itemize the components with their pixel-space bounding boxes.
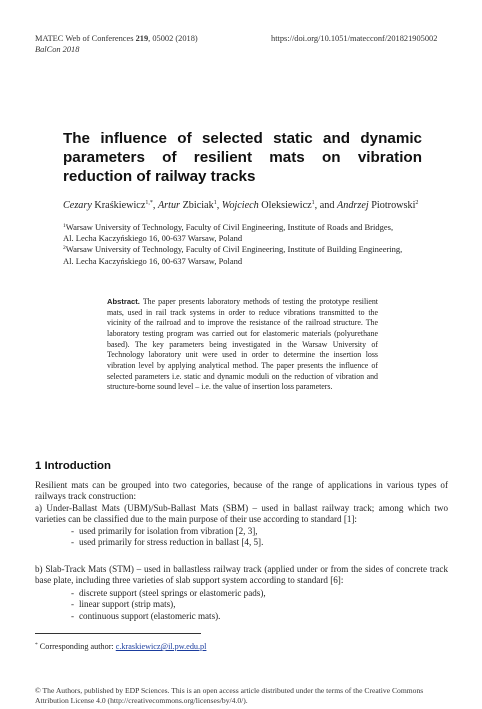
list-item: - used primarily for isolation from vibration [2, 3],: [71, 526, 258, 536]
abstract-text: The paper presents laboratory methods of testing the prototype resilient mats, used in rail track systems in order to reduce vibrations transmitted to the vicinity of the railroad and to improve the resistance of the railroad structure. The laboratory testing program was carried out for elastomeric materials (polyurethane based). The key parameters being investigated in the Warsaw University of Technology laboratory unit were used in order to determine the insertion loss vibration level by applying analytical method. The paper presents the influence of selected parameters i.e. static and dynamic moduli on the reduction of vibration and structure-borne sound level – i.e. the value of insertion loss parameters.: [107, 297, 378, 392]
paragraph: Resilient mats can be grouped into two categories, because of the range of applications in various types of railways track construction:: [35, 480, 448, 502]
author: Wojciech Oleksiewicz$^1$: [221, 200, 315, 211]
article-number: , 05002 (2018): [148, 34, 198, 43]
author: Cezary Kraśkiewicz$^{1,*}$: [63, 200, 153, 211]
footnote-mark: *: [35, 642, 38, 648]
affiliation-address: Al. Lecha Kaczyńskiego 16, 00-637 Warsaw, Poland: [63, 255, 243, 266]
footnote-label: Corresponding author:: [39, 642, 116, 651]
section-heading: 1 Introduction: [35, 460, 111, 472]
paragraph: b) Slab-Track Mats (STM) – used in ballastless railway track (applied under or from the sides of concrete track base plate, including three varieties of slab support system according to standard [6]:: [35, 564, 448, 586]
list-item: - continuous support (elastomeric mats).: [71, 610, 221, 621]
author: Andrzej Piotrowski$^2$: [337, 200, 419, 211]
footnote: [35, 642, 206, 652]
footnote-divider: [35, 633, 201, 634]
affiliation: $^1$Warsaw University of Technology, Faculty of Civil Engineering, Institute of Roads and Bridges,: [63, 222, 394, 232]
author-separator: , and: [314, 200, 338, 211]
abstract-label: Abstract.: [107, 297, 140, 306]
bullet-list: [71, 588, 266, 622]
author-list: Cezary Kraśkiewicz$^{1,*}$, Artur Zbiciak$^1$, Wojciech Oleksiewicz$^1$, and Andrzej Piotrowski$^2$: [63, 200, 419, 211]
email-link[interactable]: c.kraskiewicz@il.pw.edu.pl: [115, 642, 207, 651]
doi-link[interactable]: https://doi.org/10.1051/matecconf/201821905002: [271, 34, 438, 43]
journal-name: MATEC Web of Conferences: [35, 34, 134, 43]
journal-volume: 219: [135, 34, 149, 43]
bullet-list: [71, 526, 263, 549]
affiliation-address: Al. Lecha Kaczyńskiego 16, 00-637 Warsaw, Poland: [63, 233, 243, 244]
conference-name: BalCon 2018: [35, 44, 80, 54]
list-item: - linear support (strip mats),: [71, 599, 176, 610]
affiliations: [63, 222, 402, 267]
journal-citation: [35, 34, 198, 45]
paragraph: a) Under-Ballast Mats (UBM)/Sub-Ballast Mats (SBM) – used in ballast railway track; among which two varieties can be classified due to the main purpose of their use according to standard [1]:: [35, 503, 448, 525]
affiliation: $^2$Warsaw University of Technology, Faculty of Civil Engineering, Institute of Building Engineering,: [63, 244, 403, 255]
list-item: - used primarily for stress reduction in ballast [4, 5].: [71, 537, 264, 548]
paper-title: The influence of selected static and dynamic parameters of resilient mats on vibration reduction of railway tracks: [63, 130, 422, 185]
author: Artur Zbiciak$^1$: [157, 200, 217, 211]
abstract: [107, 297, 378, 393]
running-header-left: [35, 34, 198, 55]
license-footer: © The Authors, published by EDP Sciences. This is an open access article distributed under the terms of the Creative Commons Attribution License 4.0 (http://creativecommons.org/licenses/by/4.0/).: [35, 686, 424, 705]
list-item: - discrete support (steel springs or elastomeric pads),: [71, 588, 266, 598]
